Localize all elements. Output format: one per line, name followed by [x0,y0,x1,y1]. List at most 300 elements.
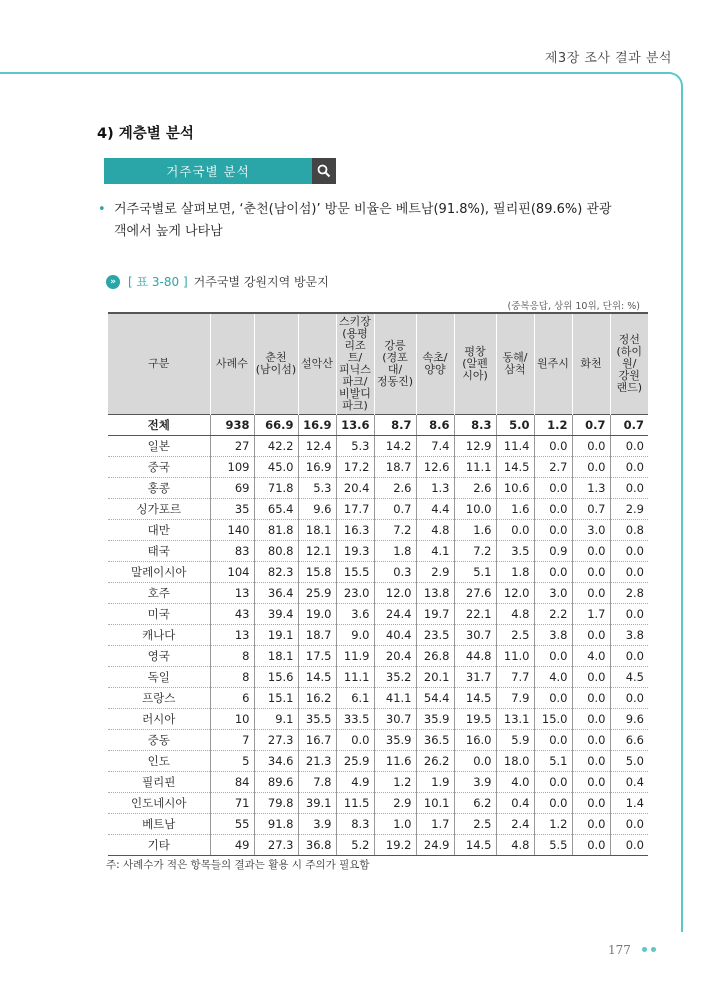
table-cell: 71 [210,793,254,814]
table-cell: 30.7 [374,709,416,730]
table-cell: 39.1 [298,793,336,814]
table-cell: 0.0 [610,814,648,835]
table-row [108,541,648,562]
table-cell: 12.1 [298,541,336,562]
table-cell: 0.7 [572,499,610,520]
table-cell: 14.2 [374,436,416,457]
table-cell: 2.8 [610,583,648,604]
table-cell: 0.4 [496,793,534,814]
table-cell: 0.0 [534,730,572,751]
column-header: 평창 (알펜 시아) [454,313,496,415]
table-cell: 0.0 [610,562,648,583]
table-cell: 1.7 [416,814,454,835]
table-cell: 0.0 [572,793,610,814]
table-cell: 10.6 [496,478,534,499]
table-cell: 4.1 [416,541,454,562]
table-cell: 16.9 [298,415,336,436]
table-cell: 6.1 [336,688,374,709]
table-cell: 13.8 [416,583,454,604]
table-cell: 35.2 [374,667,416,688]
table-cell: 0.0 [534,499,572,520]
table-cell: 16.3 [336,520,374,541]
table-cell: 2.5 [496,625,534,646]
table-cell: 24.4 [374,604,416,625]
column-header: 원주시 [534,313,572,415]
table-cell: 14.5 [454,688,496,709]
table-cell: 9.0 [336,625,374,646]
table-cell: 20.1 [416,667,454,688]
table-cell: 19.3 [336,541,374,562]
table-cell: 5.1 [534,751,572,772]
table-cell: 0.7 [572,415,610,436]
table-cell: 4.8 [496,835,534,856]
table-cell: 36.8 [298,835,336,856]
table-row [108,646,648,667]
table-cell: 0.0 [572,667,610,688]
table-cell: 91.8 [254,814,298,835]
table-cell: 0.0 [572,562,610,583]
row-label: 대만 [108,520,210,541]
table-cell: 7 [210,730,254,751]
table-cell: 5.3 [336,436,374,457]
table-cell: 25.9 [336,751,374,772]
row-label: 프랑스 [108,688,210,709]
chapter-header: 제3장 조사 결과 분석 [544,51,672,66]
table-row [108,457,648,478]
row-label: 홍콩 [108,478,210,499]
table-cell: 19.2 [374,835,416,856]
table-cell: 18.1 [254,646,298,667]
table-header-row [108,313,648,415]
column-header: 속초/ 양양 [416,313,454,415]
table-cell: 3.8 [610,625,648,646]
table-cell: 0.0 [454,751,496,772]
table-cell: 0.4 [610,772,648,793]
row-label: 캐나다 [108,625,210,646]
table-cell: 0.8 [610,520,648,541]
table-cell: 0.0 [572,730,610,751]
table-cell: 0.0 [534,436,572,457]
table-cell: 49 [210,835,254,856]
table-cell: 0.0 [572,688,610,709]
table-cell: 0.9 [534,541,572,562]
table-cell: 6.2 [454,793,496,814]
table-cell: 42.2 [254,436,298,457]
table-cell: 1.2 [534,415,572,436]
table-cell: 35.9 [416,709,454,730]
column-header: 설악산 [298,313,336,415]
table-cell: 1.2 [374,772,416,793]
table-row [108,814,648,835]
table-cell: 5.3 [298,478,336,499]
table-cell: 13.1 [496,709,534,730]
table-cell: 5.9 [496,730,534,751]
table-cell: 16.0 [454,730,496,751]
table-cell: 0.0 [610,646,648,667]
table-cell: 8.7 [374,415,416,436]
table-cell: 0.0 [572,625,610,646]
summary-bullet [98,199,618,243]
table-cell: 2.9 [416,562,454,583]
table-cell: 16.9 [298,457,336,478]
table-cell: 23.5 [416,625,454,646]
row-label: 독일 [108,667,210,688]
table-cell: 27.6 [454,583,496,604]
table-cell: 26.8 [416,646,454,667]
table-cell: 18.7 [374,457,416,478]
table-cell: 17.2 [336,457,374,478]
table-cell: 82.3 [254,562,298,583]
row-label: 러시아 [108,709,210,730]
table-cell: 1.9 [416,772,454,793]
dot-icon [651,947,656,952]
table-cell: 13 [210,583,254,604]
table-cell: 1.3 [572,478,610,499]
table-cell: 35.5 [298,709,336,730]
table-cell: 5.0 [610,751,648,772]
table-cell: 45.0 [254,457,298,478]
table-cell: 0.7 [374,499,416,520]
table-cell: 4.5 [610,667,648,688]
table-cell: 0.0 [610,604,648,625]
table-cell: 8.3 [454,415,496,436]
page-number: 177 [608,943,631,957]
table-cell: 0.3 [374,562,416,583]
table-cell: 22.1 [454,604,496,625]
table-cell: 84 [210,772,254,793]
table-cell: 4.8 [416,520,454,541]
column-header: 동해/ 삼척 [496,313,534,415]
table-cell: 7.9 [496,688,534,709]
table-cell: 12.0 [374,583,416,604]
table-cell: 4.8 [496,604,534,625]
table-cell: 3.8 [534,625,572,646]
table-cell: 5 [210,751,254,772]
table-cell: 15.1 [254,688,298,709]
row-label: 중동 [108,730,210,751]
table-cell: 109 [210,457,254,478]
table-cell: 15.8 [298,562,336,583]
table-cell: 0.7 [610,415,648,436]
table-cell: 89.6 [254,772,298,793]
table-cell: 0.0 [572,583,610,604]
row-label: 영국 [108,646,210,667]
table-cell: 65.4 [254,499,298,520]
table-cell: 10 [210,709,254,730]
table-cell: 9.1 [254,709,298,730]
data-table [108,312,648,856]
table-cell: 66.9 [254,415,298,436]
table-cell: 0.0 [336,730,374,751]
table-cell: 5.1 [454,562,496,583]
table-number: [ 표 3-80 ] [128,275,188,289]
table-cell: 2.4 [496,814,534,835]
table-cell: 21.3 [298,751,336,772]
table-cell: 24.9 [416,835,454,856]
table-cell: 8 [210,646,254,667]
table-cell: 938 [210,415,254,436]
table-cell: 81.8 [254,520,298,541]
table-cell: 0.0 [534,688,572,709]
table-cell: 2.9 [374,793,416,814]
table-cell: 19.1 [254,625,298,646]
table-cell: 0.0 [572,436,610,457]
table-row [108,520,648,541]
table-cell: 23.0 [336,583,374,604]
table-cell: 36.5 [416,730,454,751]
dot-icon [642,947,647,952]
table-cell: 19.0 [298,604,336,625]
table-cell: 79.8 [254,793,298,814]
table-cell: 41.1 [374,688,416,709]
table-cell: 3.0 [572,520,610,541]
row-label: 싱가포르 [108,499,210,520]
table-cell: 13 [210,625,254,646]
table-cell: 26.2 [416,751,454,772]
table-row [108,751,648,772]
table-cell: 1.6 [454,520,496,541]
table-cell: 1.8 [496,562,534,583]
table-cell: 0.0 [572,709,610,730]
double-chevron-icon: » [106,275,120,289]
table-cell: 33.5 [336,709,374,730]
table-title: 거주국별 강원지역 방문지 [193,275,329,289]
column-header: 사례수 [210,313,254,415]
table-row [108,499,648,520]
table-cell: 9.6 [298,499,336,520]
search-icon [312,158,336,184]
table-cell: 11.5 [336,793,374,814]
table-cell: 7.8 [298,772,336,793]
table-cell: 11.1 [454,457,496,478]
table-cell: 17.7 [336,499,374,520]
table-cell: 7.4 [416,436,454,457]
table-cell: 0.0 [572,814,610,835]
table-cell: 0.0 [610,436,648,457]
table-cell: 43 [210,604,254,625]
table-cell: 0.0 [572,541,610,562]
table-cell: 16.2 [298,688,336,709]
analysis-tag-label: 거주국별 분석 [104,158,312,184]
table-cell: 9.6 [610,709,648,730]
table-cell: 27 [210,436,254,457]
table-cell: 2.7 [534,457,572,478]
table-cell: 1.7 [572,604,610,625]
table-row [108,688,648,709]
table-cell: 3.6 [336,604,374,625]
table-row [108,604,648,625]
table-cell: 1.2 [534,814,572,835]
table-cell: 11.4 [496,436,534,457]
row-label: 베트남 [108,814,210,835]
table-cell: 2.9 [610,499,648,520]
column-header: 강릉 (경포대/ 정동진) [374,313,416,415]
table-cell: 0.0 [534,562,572,583]
total-row [108,415,648,436]
unit-note: (중복응답, 상위 10위, 단위: %) [507,301,640,312]
table-cell: 11.6 [374,751,416,772]
table-cell: 18.1 [298,520,336,541]
table-cell: 0.0 [572,751,610,772]
table-row [108,583,648,604]
table-cell: 0.0 [572,457,610,478]
table-cell: 12.0 [496,583,534,604]
table-row [108,793,648,814]
summary-text: 거주국별로 살펴보면, ‘춘천(남이섬)’ 방문 비율은 베트남(91.8%), 필리핀(89.6%) 관광객에서 높게 나타남 [114,202,612,239]
table-row [108,562,648,583]
table-cell: 0.0 [610,478,648,499]
table-cell: 83 [210,541,254,562]
table-cell: 7.2 [454,541,496,562]
table-cell: 12.4 [298,436,336,457]
table-cell: 0.0 [610,541,648,562]
table-cell: 55 [210,814,254,835]
table-cell: 11.0 [496,646,534,667]
table-cell: 4.0 [496,772,534,793]
table-cell: 10.0 [454,499,496,520]
table-cell: 3.9 [454,772,496,793]
table-cell: 0.0 [534,478,572,499]
table-cell: 11.9 [336,646,374,667]
row-label: 일본 [108,436,210,457]
table-cell: 4.0 [534,667,572,688]
analysis-tag-bar [104,158,336,184]
section-title: 4) 계층별 분석 [97,126,194,142]
table-cell: 1.3 [416,478,454,499]
table-cell: 12.6 [416,457,454,478]
table-cell: 20.4 [336,478,374,499]
row-label: 기타 [108,835,210,856]
table-cell: 0.0 [534,520,572,541]
table-cell: 31.7 [454,667,496,688]
table-cell: 15.5 [336,562,374,583]
table-body [108,415,648,856]
table-cell: 15.0 [534,709,572,730]
row-label: 필리핀 [108,772,210,793]
table-cell: 40.4 [374,625,416,646]
table-row [108,772,648,793]
table-cell: 35.9 [374,730,416,751]
table-cell: 14.5 [298,667,336,688]
table-cell: 30.7 [454,625,496,646]
table-cell: 0.0 [496,520,534,541]
table-cell: 0.0 [534,772,572,793]
footnote: 주: 사례수가 적은 항목들의 결과는 활용 시 주의가 필요함 [106,859,370,871]
table-cell: 8 [210,667,254,688]
table-cell: 2.6 [454,478,496,499]
table-cell: 36.4 [254,583,298,604]
row-label: 중국 [108,457,210,478]
table-cell: 140 [210,520,254,541]
table-cell: 14.5 [454,835,496,856]
table-row [108,709,648,730]
table-cell: 1.6 [496,499,534,520]
table-cell: 4.9 [336,772,374,793]
row-label: 미국 [108,604,210,625]
table-cell: 2.5 [454,814,496,835]
table-cell: 0.0 [534,793,572,814]
bullet-dot-icon: • [98,202,106,217]
table-cell: 13.6 [336,415,374,436]
table-row [108,625,648,646]
table-cell: 14.5 [496,457,534,478]
table-cell: 15.6 [254,667,298,688]
table-cell: 6 [210,688,254,709]
table-cell: 35 [210,499,254,520]
table-cell: 0.0 [572,772,610,793]
table-cell: 6.6 [610,730,648,751]
table-row [108,478,648,499]
table-cell: 69 [210,478,254,499]
table-cell: 34.6 [254,751,298,772]
table-cell: 19.5 [454,709,496,730]
table-cell: 19.7 [416,604,454,625]
page-dots [642,947,656,952]
table-cell: 8.6 [416,415,454,436]
column-header: 춘천 (남이섬) [254,313,298,415]
table-cell: 7.7 [496,667,534,688]
table-cell: 10.1 [416,793,454,814]
table-cell: 54.4 [416,688,454,709]
table-cell: 4.4 [416,499,454,520]
table-row [108,835,648,856]
table-cell: 1.0 [374,814,416,835]
table-cell: 27.3 [254,730,298,751]
table-cell: 1.4 [610,793,648,814]
table-cell: 8.3 [336,814,374,835]
table-cell: 80.8 [254,541,298,562]
table-cell: 1.8 [374,541,416,562]
row-label: 인도네시아 [108,793,210,814]
table-cell: 0.0 [610,835,648,856]
table-cell: 2.2 [534,604,572,625]
row-label: 전체 [108,415,210,436]
table-cell: 18.0 [496,751,534,772]
table-row [108,436,648,457]
table-cell: 44.8 [454,646,496,667]
table-cell: 0.0 [610,688,648,709]
table-cell: 3.5 [496,541,534,562]
row-label: 말레이시아 [108,562,210,583]
table-cell: 3.0 [534,583,572,604]
table-cell: 4.0 [572,646,610,667]
row-label: 호주 [108,583,210,604]
table-cell: 71.8 [254,478,298,499]
table-cell: 25.9 [298,583,336,604]
column-header: 구분 [108,313,210,415]
column-header: 화천 [572,313,610,415]
table-cell: 17.5 [298,646,336,667]
table-cell: 3.9 [298,814,336,835]
table-cell: 18.7 [298,625,336,646]
table-cell: 104 [210,562,254,583]
table-cell: 5.0 [496,415,534,436]
table-row [108,730,648,751]
table-cell: 11.1 [336,667,374,688]
column-header: 정선 (하이원/ 강원 랜드) [610,313,648,415]
row-label: 태국 [108,541,210,562]
table-cell: 39.4 [254,604,298,625]
column-header: 스키장 (용평 리조트/ 피닉스 파크/ 비발디 파크) [336,313,374,415]
table-cell: 27.3 [254,835,298,856]
table-cell: 5.5 [534,835,572,856]
table-cell: 0.0 [534,646,572,667]
table-cell: 2.6 [374,478,416,499]
table-cell: 0.0 [572,835,610,856]
table-cell: 12.9 [454,436,496,457]
table-cell: 5.2 [336,835,374,856]
table-caption [106,273,329,290]
